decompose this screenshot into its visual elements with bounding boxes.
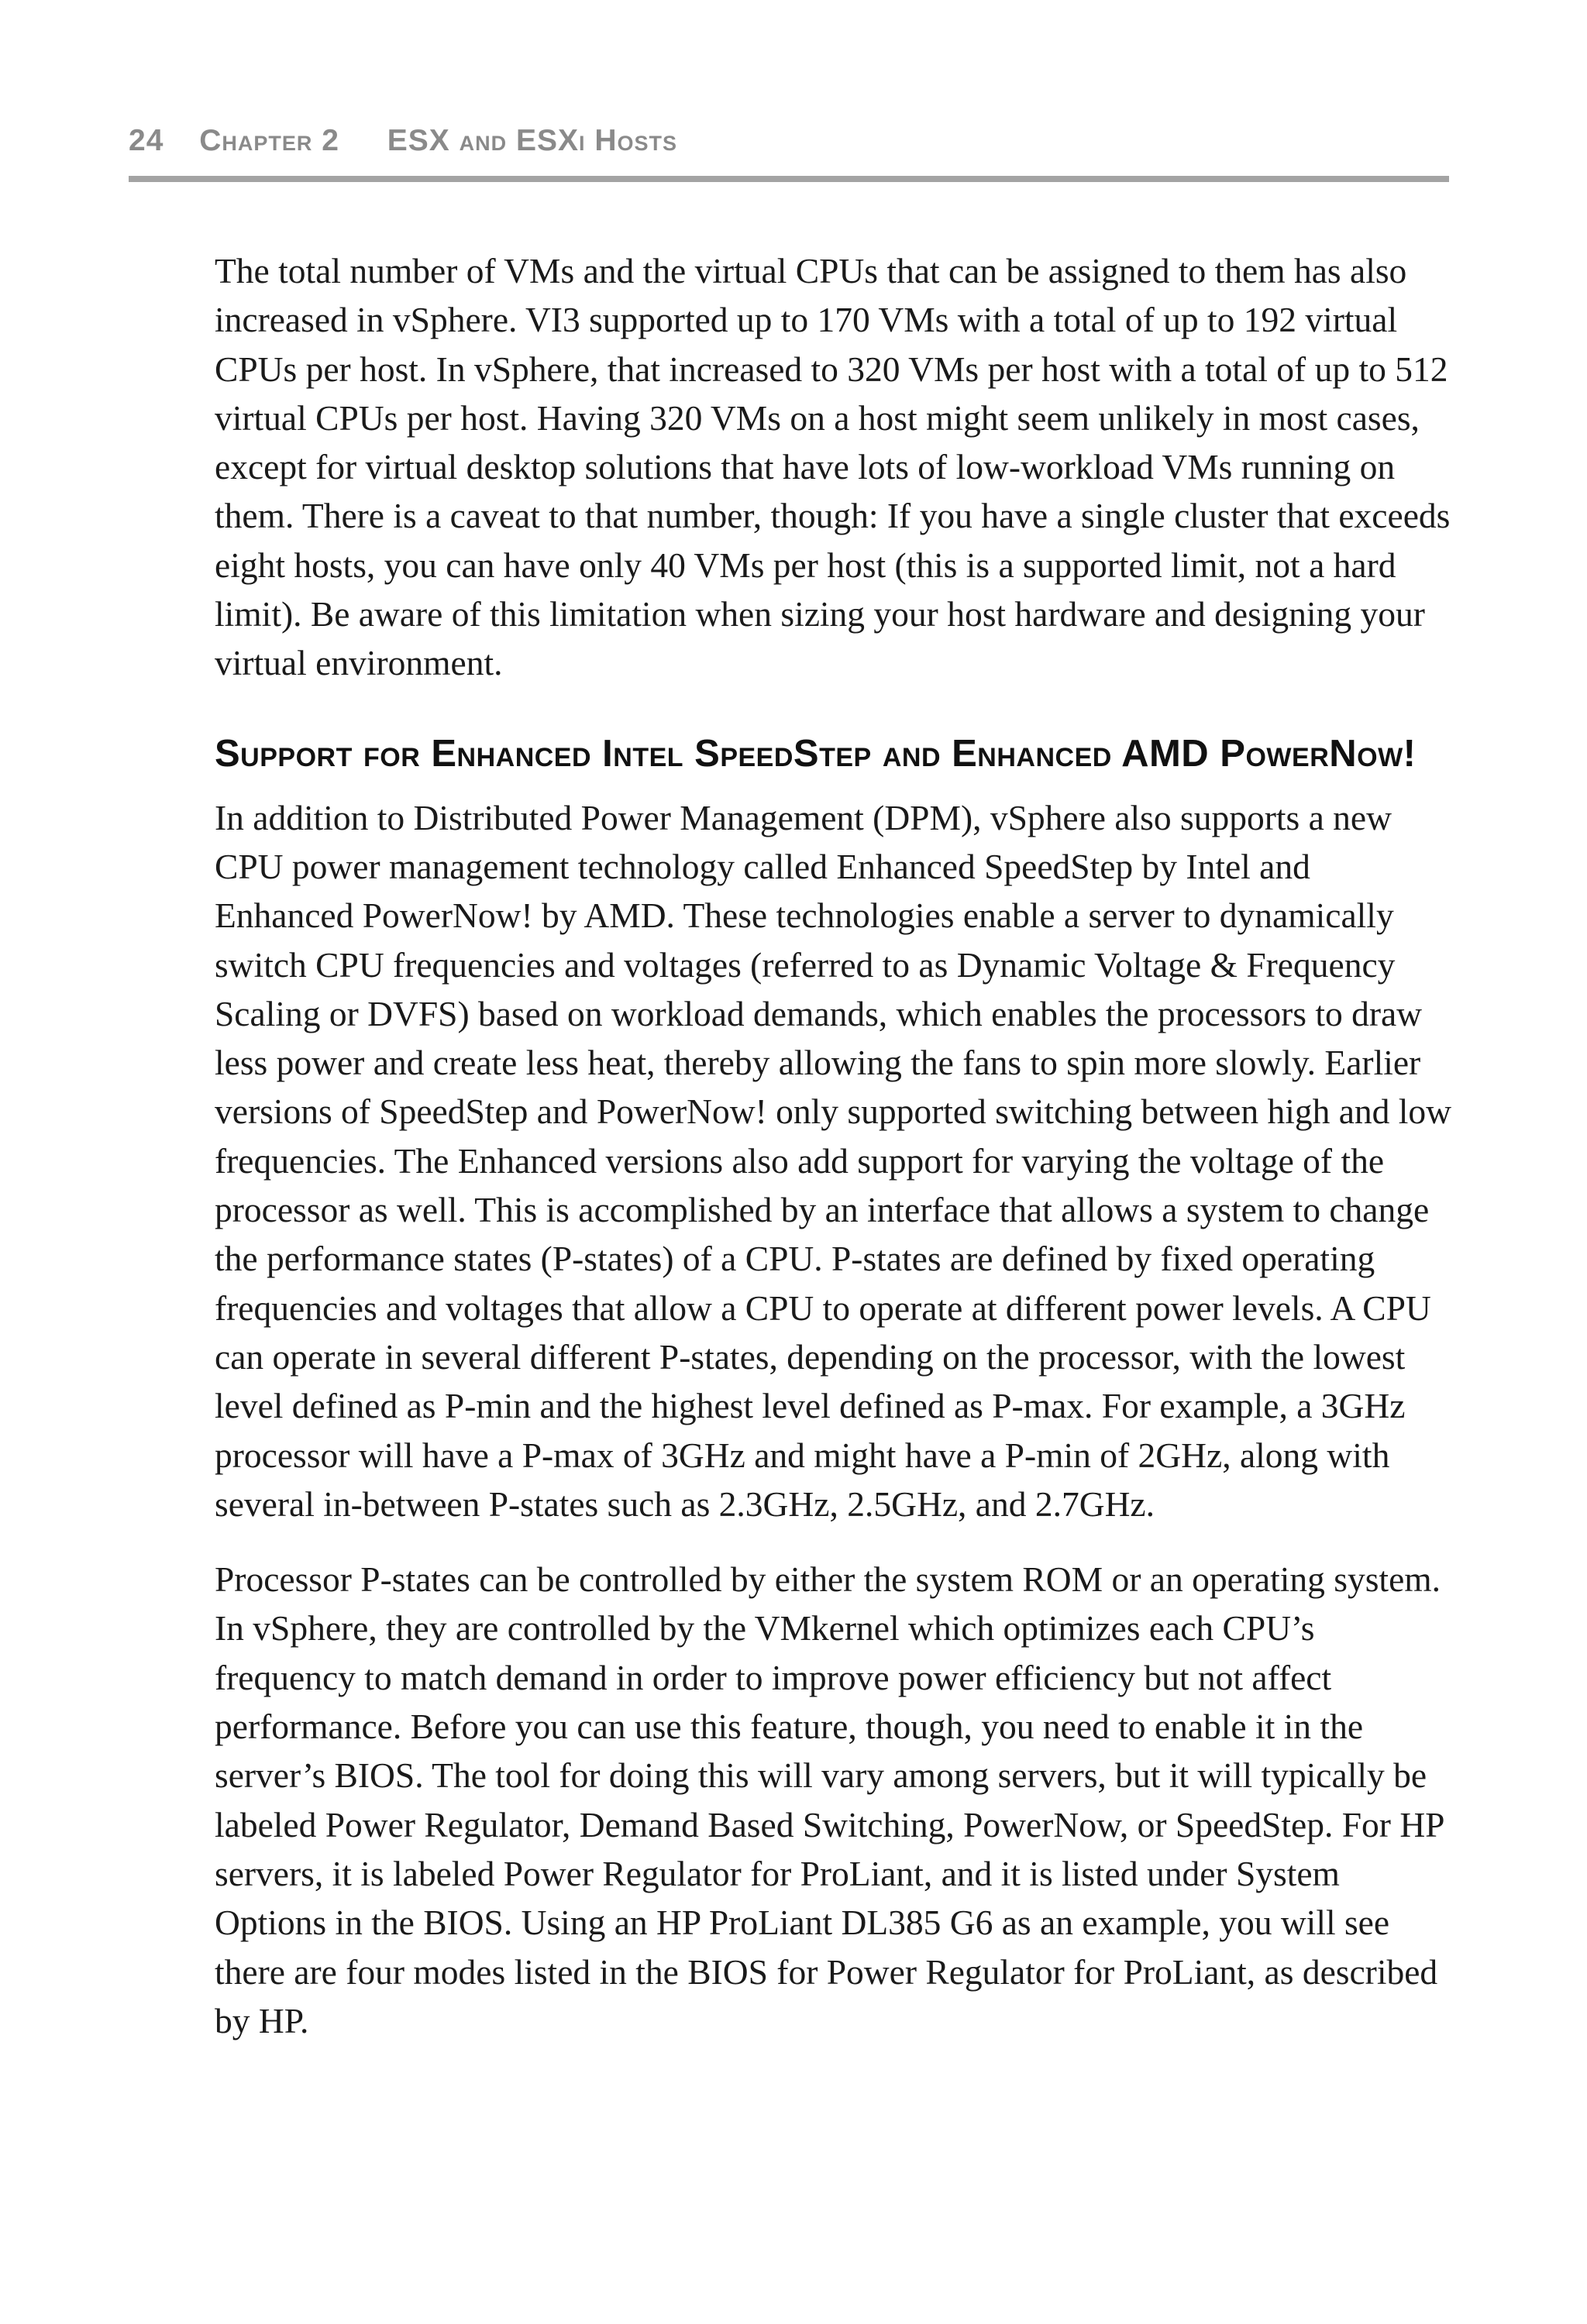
chapter-title: ESX and ESXi Hosts <box>387 124 678 157</box>
paragraph-vm-limits: The total number of VMs and the virtual CPUs that can be assigned to them has also increased in vSphere. VI3 supported up to 170 VMs with a total of up to 192 virtual CPUs per host. In vSphere, that increased to 320 VMs per host with a total of up to 512 virtual CPUs per host. Having 320 VMs on a host might seem unlikely in most cases, except for virtual desktop solutions that have lots of low-workload VMs running on them. There is a caveat to that number, though: If you have a single cluster that exceeds eight hosts, you can have only 40 VMs per host (this is a supported limit, not a hard limit). Be aware of this limitation when sizing your host hardware and designing your virtual environment. <box>215 251 1451 683</box>
section-heading: Support for Enhanced Intel SpeedStep and Enhanced AMD PowerNow! <box>215 732 1417 775</box>
running-head <box>129 124 1449 158</box>
paragraph-speedstep-powernow: In addition to Distributed Power Management (DPM), vSphere also supports a new CPU power management technology called Enhanced SpeedStep by Intel and Enhanced PowerNow! by AMD. These technologies enable a server to dynamically switch CPU frequencies and voltages (referred to as Dynamic Voltage & Frequency Scaling or DVFS) based on workload demands, which enables the processors to draw less power and create less heat, thereby allowing the fans to spin more slowly. Earlier versions of SpeedStep and PowerNow! only supported switching between high and low frequencies. The Enhanced versions also add support for varying the voltage of the processor as well. This is accomplished by an interface that allows a system to change the performance states (P-states) of a CPU. P-states are defined by fixed operating frequencies and voltages that allow a CPU to operate at different power levels. A CPU can operate in several different P-states, depending on the processor, with the lowest level defined as P-min and the highest level defined as P-max. For example, a 3GHz processor will have a P-max of 3GHz and might have a P-min of 2GHz, along with several in-between P-states such as 2.3GHz, 2.5GHz, and 2.7GHz. <box>215 797 1452 1524</box>
chapter-label: Chapter 2 <box>199 124 339 157</box>
paragraph-p-states-control: Processor P-states can be controlled by either the system ROM or an operating system. In vSphere, they are controlled by the VMkernel which optimizes each CPU’s frequency to match demand in order to improve power efficiency but not affect performance. Before you can use this feature, though, you need to enable it in the server’s BIOS. The tool for doing this will vary among servers, but it will typically be labeled Power Regulator, Demand Based Switching, PowerNow, or SpeedStep. For HP servers, it is labeled Power Regulator for ProLiant, and it is listed under System Options in the BIOS. Using an HP ProLiant DL385 G6 as an example, you will see there are four modes listed in the BIOS for Power Regulator for ProLiant, as described by HP. <box>215 1559 1444 2040</box>
page-body <box>215 246 1454 2045</box>
page-number: 24 <box>129 124 164 157</box>
header-rule <box>129 176 1449 182</box>
